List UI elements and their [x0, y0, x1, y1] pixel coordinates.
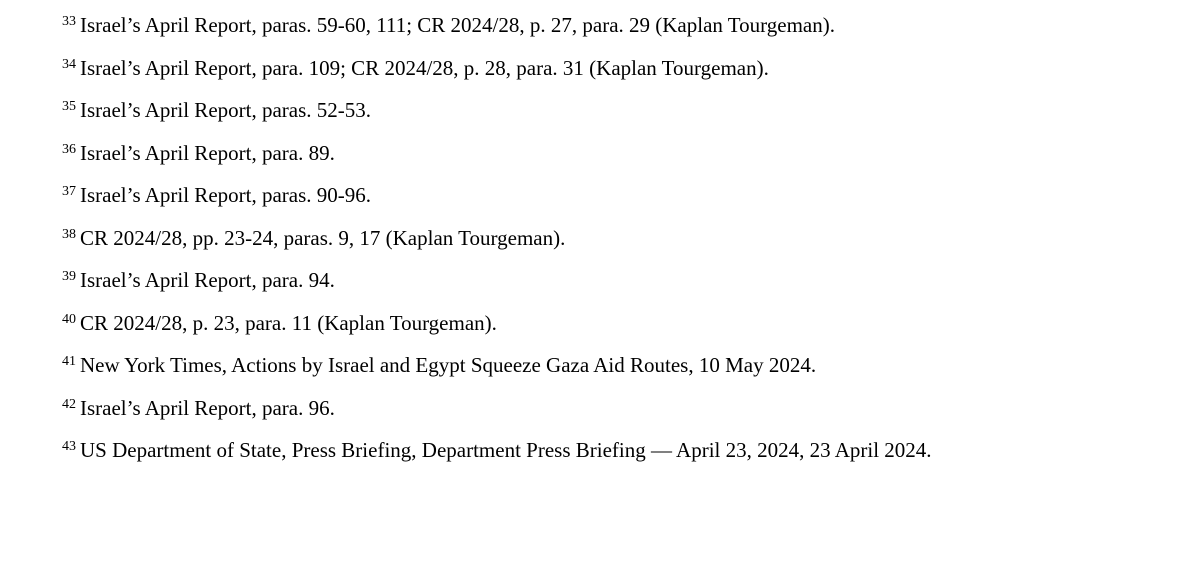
footnote-text: US Department of State, Press Briefing, Department Press Briefing — April 23, 2024, 23 April 2024.	[80, 438, 932, 462]
footnote-number: 43	[62, 439, 76, 454]
footnote-39	[62, 263, 932, 306]
footnote-text: Israel’s April Report, para. 109; CR 2024/28, p. 28, para. 31 (Kaplan Tourgeman).	[80, 55, 769, 80]
footnote-36	[62, 136, 932, 179]
footnote-number: 35	[62, 99, 76, 114]
footnote-text: Israel’s April Report, paras. 52-53.	[80, 98, 372, 122]
footnote-38	[62, 221, 932, 264]
footnote-list	[62, 8, 932, 476]
footnote-text: Israel’s April Report, para. 89.	[80, 140, 335, 165]
footnote-text: CR 2024/28, p. 23, para. 11 (Kaplan Tourgeman).	[80, 310, 497, 335]
footnote-number: 41	[62, 354, 76, 369]
footnote-number: 40	[62, 311, 76, 327]
footnote-text: CR 2024/28, pp. 23-24, paras. 9, 17 (Kaplan Tourgeman).	[80, 225, 566, 250]
footnote-33	[62, 8, 932, 51]
footnote-number: 37	[62, 184, 76, 199]
footnote-41	[62, 348, 932, 391]
footnote-number: 36	[62, 141, 76, 157]
footnote-37	[62, 178, 932, 221]
footnote-number: 39	[62, 269, 76, 284]
footnote-number: 34	[62, 56, 76, 72]
footnote-number: 42	[62, 396, 76, 412]
footnote-43	[62, 433, 932, 476]
footnote-34	[62, 51, 932, 94]
footnote-text: Israel’s April Report, paras. 59-60, 111; CR 2024/28, p. 27, para. 29 (Kaplan Tourgeman).	[80, 13, 835, 37]
footnote-text: Israel’s April Report, para. 94.	[80, 268, 335, 292]
footnote-42	[62, 391, 932, 434]
footnote-40	[62, 306, 932, 349]
footnote-35	[62, 93, 932, 136]
footnote-text: New York Times, Actions by Israel and Egypt Squeeze Gaza Aid Routes, 10 May 2024.	[80, 353, 817, 377]
footnote-number: 33	[62, 14, 76, 29]
footnote-text: Israel’s April Report, paras. 90-96.	[80, 183, 372, 207]
footnote-number: 38	[62, 226, 76, 242]
footnote-text: Israel’s April Report, para. 96.	[80, 395, 335, 420]
